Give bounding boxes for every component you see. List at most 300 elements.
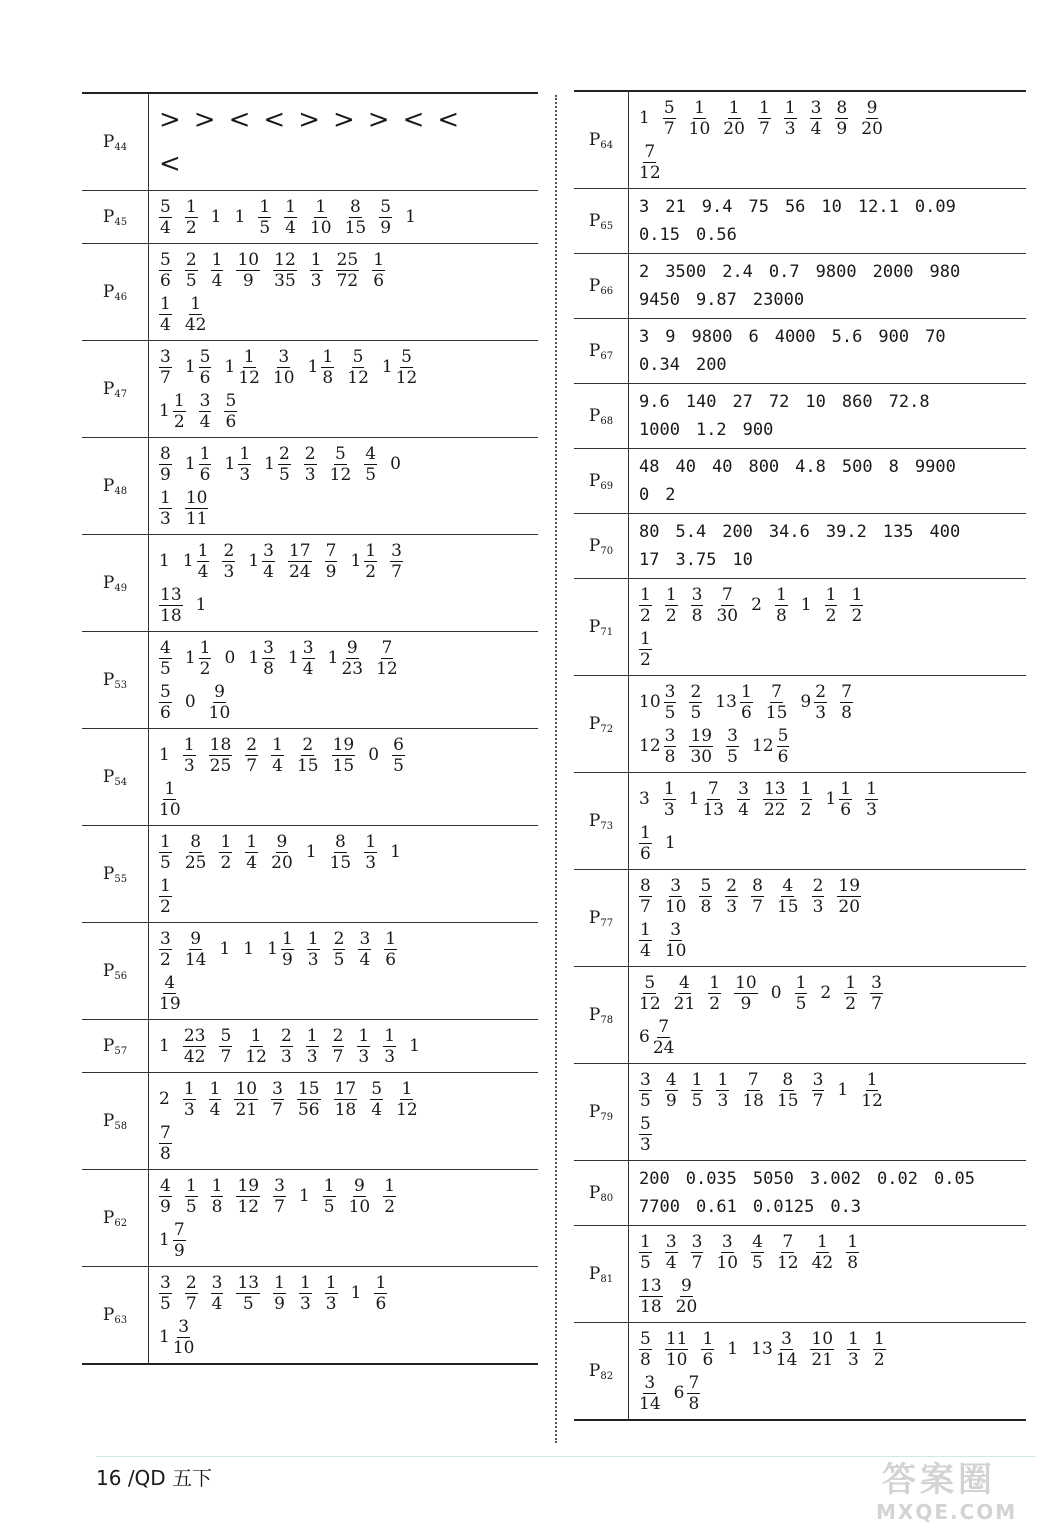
denominator: 12 [347, 367, 369, 388]
fraction [278, 444, 291, 485]
answer-item [185, 444, 212, 485]
answer-item [299, 1273, 312, 1314]
fraction [775, 585, 788, 626]
fraction [812, 1070, 825, 1111]
answer-item [842, 457, 873, 477]
fraction [691, 1232, 704, 1273]
fraction [665, 876, 687, 917]
numerator: 1 [717, 1069, 729, 1090]
answer-item [245, 1026, 267, 1067]
denominator: 22 [763, 799, 786, 820]
answer-item [748, 327, 758, 347]
denominator: 9 [160, 1196, 171, 1217]
answers-p70 [629, 514, 1027, 579]
answer-item [297, 1079, 321, 1120]
page-number: 45 [114, 216, 128, 228]
fraction [159, 1123, 172, 1164]
denominator: 10 [688, 118, 711, 139]
numerator: 4 [679, 972, 690, 993]
comparison-symbol: < [402, 105, 425, 135]
fraction [837, 876, 861, 917]
answer-value: 72.8 [888, 392, 930, 412]
answer-item [835, 98, 848, 139]
fraction [336, 250, 360, 291]
left-row-p63 [82, 1267, 538, 1365]
page-label-p53: $P_{53}$ [82, 632, 149, 729]
answer-value: 39.2 [825, 522, 867, 542]
denominator: 4 [665, 1252, 677, 1273]
denominator: 12 [245, 1046, 267, 1067]
denominator: 19 [159, 993, 181, 1014]
left-row-p48 [82, 438, 538, 535]
denominator: 10 [159, 799, 181, 820]
answer-value: 1 [210, 207, 222, 227]
answer-item [347, 347, 369, 388]
page-number: 80 [600, 1192, 614, 1204]
answer-value: 1 [409, 1036, 420, 1056]
mixed-whole: 1 [381, 357, 393, 377]
numerator: 1 [315, 196, 327, 217]
denominator: 3 [304, 464, 316, 485]
denominator: 3 [812, 896, 824, 917]
answer-item [639, 1197, 680, 1217]
left-row-p56 [82, 923, 538, 1020]
answer-item [211, 1176, 224, 1217]
fraction [810, 98, 823, 139]
answer-item [842, 392, 873, 412]
numerator: 5 [644, 972, 656, 993]
numerator: 7 [381, 637, 393, 658]
numerator: 1 [250, 1025, 262, 1046]
right-row-p64 [574, 91, 1026, 189]
numerator: 7 [688, 1372, 700, 1393]
fraction [334, 1079, 358, 1120]
answer-value: 200 [722, 522, 753, 542]
mixed-whole: 1 [182, 551, 194, 571]
answer-value: 1 [195, 595, 207, 615]
fraction [159, 1273, 172, 1314]
denominator: 3 [358, 1046, 370, 1067]
denominator: 15 [344, 217, 367, 238]
numerator: 2 [332, 1025, 344, 1046]
mixed-whole: 1 [159, 1230, 170, 1250]
answer-item [846, 1232, 859, 1273]
denominator: 4 [302, 658, 314, 679]
fraction [814, 682, 827, 723]
answer-value: 200 [695, 355, 727, 375]
answer-item [390, 454, 401, 474]
fraction [777, 876, 799, 917]
numerator: 1 [358, 1025, 370, 1046]
fraction [185, 250, 198, 291]
answer-item [383, 1026, 396, 1067]
numerator: 1 [663, 778, 675, 799]
fraction [639, 629, 652, 670]
answer-value: 900 [878, 327, 910, 347]
answer-item [858, 197, 899, 217]
fraction [870, 973, 883, 1014]
answer-item [639, 1276, 663, 1317]
answer-line [159, 1218, 530, 1262]
answer-item [185, 488, 209, 529]
answer-line [639, 546, 1018, 574]
numerator: 1 [299, 1272, 311, 1293]
answer-item [159, 832, 172, 873]
denominator: 18 [742, 1090, 764, 1111]
answer-line [159, 1121, 530, 1165]
page-number: 56 [114, 970, 128, 982]
answer-item [185, 347, 212, 388]
denominator: 10 [664, 896, 687, 917]
numerator: 1 [845, 972, 857, 993]
answer-item [639, 142, 661, 183]
answer-item [376, 638, 398, 679]
right-row-p66 [574, 254, 1026, 319]
answer-item [284, 197, 297, 238]
numerator: 3 [199, 390, 211, 411]
page-number: 73 [600, 820, 614, 832]
denominator: 4 [640, 940, 651, 961]
numerator: 3 [665, 1231, 677, 1252]
fraction [812, 876, 825, 917]
fraction [173, 391, 186, 432]
numerator: 3 [727, 725, 738, 746]
numerator: 1 [160, 293, 171, 314]
numerator: 17 [334, 1078, 357, 1099]
denominator: 4 [371, 1099, 383, 1120]
fraction [392, 735, 405, 776]
answer-item [358, 929, 371, 970]
fraction [159, 638, 172, 679]
answer-line [159, 486, 530, 530]
page-label-p80: $P_{80}$ [574, 1161, 629, 1226]
numerator: 8 [335, 831, 346, 852]
denominator: 4 [199, 411, 211, 432]
answer-item [236, 1273, 260, 1314]
denominator: 21 [673, 993, 696, 1014]
numerator: 5 [352, 346, 364, 367]
answer-item [639, 1114, 652, 1155]
answer-line [639, 1371, 1018, 1415]
answer-item [639, 392, 670, 412]
denominator: 56 [297, 1099, 320, 1120]
denominator: 9 [325, 561, 337, 582]
fraction [639, 876, 652, 917]
denominator: 8 [640, 1349, 651, 1370]
fraction [219, 1026, 232, 1067]
answer-item [865, 779, 878, 820]
page-label-p69: $P_{69}$ [574, 449, 629, 514]
answer-value: 10 [732, 550, 753, 570]
answer-item [674, 973, 696, 1014]
answer-item [639, 629, 652, 670]
answer-item [159, 1176, 172, 1217]
denominator: 5 [752, 1252, 763, 1273]
right-row-p77 [574, 870, 1026, 967]
answer-line [159, 777, 530, 821]
fraction [330, 444, 352, 485]
page-label-p54: $P_{54}$ [82, 729, 149, 826]
answer-value: 0.61 [695, 1197, 737, 1217]
answers-p62 [149, 1170, 539, 1267]
answer-line [159, 539, 530, 583]
answer-item [915, 457, 956, 477]
answer-item [194, 105, 216, 135]
answer-item [820, 983, 831, 1003]
denominator: 6 [702, 1349, 714, 1370]
numerator: 1 [259, 196, 271, 217]
fraction [173, 1220, 186, 1261]
answer-item [323, 1176, 336, 1217]
answer-value: 9800 [815, 262, 857, 282]
answer-value: 2 [665, 485, 676, 505]
fraction [159, 929, 172, 970]
answer-item [844, 973, 857, 1014]
denominator: 12 [861, 1090, 883, 1111]
denominator: 3 [325, 1293, 337, 1314]
answer-item [821, 197, 841, 217]
comparison-symbol: > [159, 105, 181, 135]
fraction [238, 347, 260, 388]
numerator: 1 [784, 97, 796, 118]
numerator: 1 [164, 778, 176, 799]
answer-item [351, 1283, 362, 1303]
numerator: 9 [276, 831, 288, 852]
fraction [390, 541, 403, 582]
numerator: 13 [640, 1275, 662, 1296]
answer-item [825, 585, 838, 626]
answer-item [183, 1079, 196, 1120]
answer-item [437, 105, 459, 135]
denominator: 6 [640, 843, 651, 864]
left-row-p55 [82, 826, 538, 923]
numerator: 3 [670, 919, 682, 940]
numerator: 5 [777, 725, 789, 746]
answer-item [716, 585, 738, 626]
denominator: 7 [691, 1252, 703, 1273]
fraction [258, 197, 271, 238]
left-row-p44 [82, 93, 538, 191]
numerator: 1 [795, 972, 807, 993]
answer-item [873, 1329, 886, 1370]
answer-item [330, 832, 352, 873]
numerator: 3 [721, 1231, 733, 1252]
answer-value: 1 [243, 939, 255, 959]
denominator: 2 [160, 896, 171, 917]
answer-item [816, 262, 857, 282]
page-number: 65 [600, 220, 614, 232]
answer-value: 200 [639, 1169, 670, 1189]
answer-item [328, 638, 363, 679]
answer-line [639, 518, 1018, 546]
denominator: 7 [391, 561, 402, 582]
answer-item [715, 682, 752, 723]
answer-line [159, 636, 530, 680]
fraction [701, 1329, 714, 1370]
left-row-p45 [82, 191, 538, 244]
denominator: 24 [288, 561, 311, 582]
answer-line [639, 1193, 1018, 1221]
answer-item [753, 1197, 814, 1217]
answer-item [800, 779, 813, 820]
answer-item [691, 1070, 704, 1111]
page-number: 77 [600, 917, 614, 929]
fraction [742, 1070, 764, 1111]
fraction [861, 98, 883, 139]
denominator: 9 [740, 993, 752, 1014]
answer-item [795, 973, 808, 1014]
fraction [846, 1232, 859, 1273]
fraction [197, 541, 210, 582]
numerator: 9 [190, 928, 202, 949]
fraction [374, 1273, 387, 1314]
answer-item [665, 1070, 678, 1111]
fraction [379, 197, 392, 238]
numerator: 1 [160, 831, 171, 852]
answer-item [159, 1089, 170, 1109]
answer-item [675, 522, 706, 542]
answers-p65 [629, 189, 1027, 254]
answer-value: 56 [784, 197, 806, 217]
answers-p78 [629, 967, 1027, 1064]
numerator: 3 [664, 681, 676, 702]
answer-value: 0.0125 [752, 1197, 815, 1217]
mixed-whole: 1 [350, 551, 362, 571]
answers-p45 [149, 191, 539, 244]
answer-item [716, 1070, 729, 1111]
fraction [664, 682, 677, 723]
answer-value: 3 [639, 327, 650, 347]
answer-item [349, 1176, 371, 1217]
answer-item [264, 444, 291, 485]
answer-item [333, 929, 346, 970]
mixed-whole: 6 [673, 1383, 685, 1403]
fraction [199, 391, 212, 432]
numerator: 7 [658, 1016, 670, 1037]
fraction [333, 929, 346, 970]
answer-item [889, 392, 930, 412]
answer-item [639, 522, 659, 542]
denominator: 18 [334, 1099, 357, 1120]
denominator: 12 [237, 1196, 260, 1217]
numerator: 3 [664, 725, 676, 746]
fraction [777, 1232, 799, 1273]
page-number: 67 [600, 350, 614, 362]
answer-value: 9.6 [639, 392, 670, 412]
fraction [726, 726, 739, 767]
answer-value: 3 [639, 197, 650, 217]
denominator: 4 [738, 799, 749, 820]
page-number: 58 [114, 1120, 128, 1132]
denominator: 5 [640, 1252, 651, 1273]
fraction [323, 1176, 336, 1217]
page-label-p77: $P_{77}$ [574, 870, 629, 967]
answer-line [639, 286, 1018, 314]
denominator: 4 [285, 217, 296, 238]
numerator: 10 [235, 1078, 258, 1099]
answer-value: 1 [639, 108, 650, 128]
page-number: 82 [600, 1370, 614, 1382]
answer-item [159, 444, 172, 485]
numerator: 1 [183, 1078, 195, 1099]
fraction [835, 98, 848, 139]
denominator: 3 [365, 852, 377, 873]
answer-item [196, 595, 207, 615]
answer-value: 900 [742, 420, 774, 440]
numerator: 1 [365, 831, 377, 852]
answer-value: 9800 [691, 327, 733, 347]
denominator: 2 [825, 605, 837, 626]
answer-item [357, 1026, 370, 1067]
numerator: 1 [640, 822, 651, 843]
answers-p81 [629, 1226, 1027, 1323]
fraction [307, 929, 320, 970]
answer-item [665, 197, 685, 217]
mixed-whole: 1 [159, 401, 170, 421]
fraction [639, 1070, 652, 1111]
answer-item [723, 98, 745, 139]
answer-line [159, 680, 530, 724]
numerator: 10 [735, 972, 757, 993]
denominator: 5 [690, 702, 702, 723]
page-label-p65: $P_{65}$ [574, 189, 629, 254]
fraction [396, 1079, 418, 1120]
fraction [689, 98, 711, 139]
answer-item [390, 541, 403, 582]
answer-item [304, 444, 317, 485]
numerator: 3 [178, 1316, 190, 1337]
fraction [297, 735, 319, 776]
denominator: 12 [376, 658, 398, 679]
answer-item [873, 262, 914, 282]
left-row-p58 [82, 1073, 538, 1170]
denominator: 9 [380, 217, 392, 238]
answer-value: 0 [639, 485, 650, 505]
denominator: 5 [795, 993, 807, 1014]
numerator: 1 [840, 778, 852, 799]
answer-item [734, 973, 758, 1014]
numerator: 11 [665, 1328, 688, 1349]
answer-value: 5.6 [831, 327, 863, 347]
fraction [653, 1017, 675, 1058]
numerator: 1 [173, 390, 185, 411]
denominator: 4 [211, 1293, 223, 1314]
left-row-p57 [82, 1020, 538, 1073]
denominator: 3 [280, 1046, 292, 1067]
numerator: 13 [237, 1272, 260, 1293]
numerator: 8 [640, 875, 651, 896]
answer-value: 400 [929, 522, 961, 542]
answer-item [639, 682, 676, 723]
fraction [222, 541, 235, 582]
page-number: 62 [114, 1217, 128, 1229]
answer-line [639, 416, 1018, 444]
denominator: 3 [183, 755, 195, 776]
fraction [273, 1273, 286, 1314]
answer-item [345, 197, 367, 238]
fraction [321, 347, 334, 388]
numerator: 1 [873, 1328, 885, 1349]
numerator: 1 [775, 584, 787, 605]
fraction [273, 250, 297, 291]
numerator: 1 [199, 637, 211, 658]
denominator: 7 [663, 118, 675, 139]
fraction [245, 1026, 267, 1067]
answer-value: 135 [882, 522, 914, 542]
denominator: 12 [238, 367, 260, 388]
denominator: 8 [847, 1252, 859, 1273]
numerator: 8 [782, 1069, 794, 1090]
